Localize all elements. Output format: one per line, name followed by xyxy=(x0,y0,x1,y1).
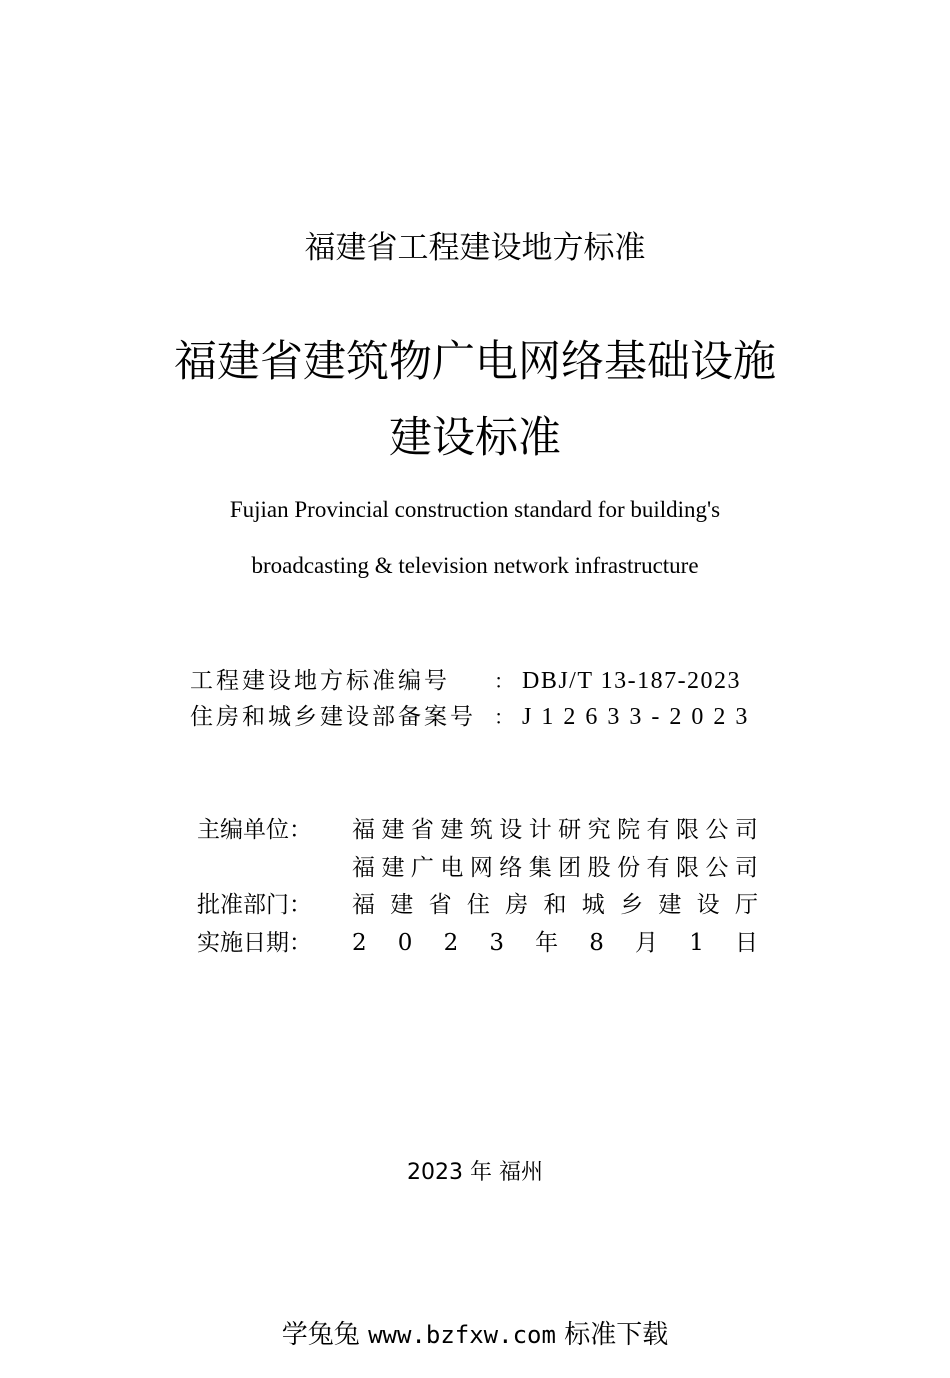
standard-number-label: 工程建设地方标准编号 xyxy=(190,668,450,694)
character: 2 xyxy=(443,930,459,956)
character: 省 xyxy=(410,817,434,843)
character: 建 xyxy=(658,892,682,918)
character: 厅 xyxy=(734,892,758,918)
character: 研 xyxy=(558,817,582,843)
character: 建 xyxy=(381,855,405,881)
character: 建 xyxy=(381,817,405,843)
english-title-line-2: broadcasting & television network infrastructure xyxy=(251,553,699,578)
character: 年 xyxy=(535,930,559,956)
character: 究 xyxy=(587,817,611,843)
approver-label: 批准部门： xyxy=(197,892,312,918)
character: 日 xyxy=(734,930,758,956)
character: 3 xyxy=(489,930,504,956)
character: 0 xyxy=(397,930,413,956)
standard-series: 福建省工程建设地方标准 xyxy=(304,230,646,266)
watermark xyxy=(0,1317,950,1353)
watermark-url[interactable]: www.bzfxw.com xyxy=(368,1321,556,1349)
chief-editor-2 xyxy=(352,853,758,883)
character: 份 xyxy=(617,855,641,881)
watermark-suffix: 标准下载 xyxy=(564,1320,669,1350)
character: 股 xyxy=(587,855,611,881)
character: 月 xyxy=(635,930,659,956)
character: 网 xyxy=(469,855,493,881)
character: 省 xyxy=(428,892,452,918)
character: 限 xyxy=(675,817,699,843)
record-number-value: J12633-2023 xyxy=(522,704,758,730)
character: 建 xyxy=(390,892,414,918)
character: 福 xyxy=(352,892,375,918)
character: 城 xyxy=(581,892,605,918)
chief-editor-label: 主编单位： xyxy=(197,817,312,843)
character: 限 xyxy=(675,855,699,881)
character: 计 xyxy=(528,817,552,843)
character: 电 xyxy=(440,855,464,881)
character: 福 xyxy=(352,817,375,843)
effective-date-label: 实施日期： xyxy=(197,930,312,956)
document-title-line-2: 建设标准 xyxy=(389,413,561,463)
standard-number-value: DBJ/T 13-187-2023 xyxy=(522,668,742,694)
character: 乡 xyxy=(620,892,644,918)
english-title-line-1: Fujian Provincial construction standard for building's xyxy=(229,497,721,522)
character: 有 xyxy=(646,855,670,881)
character: 筑 xyxy=(469,817,493,843)
character: 设 xyxy=(696,892,720,918)
approver-value xyxy=(352,890,758,920)
character: 团 xyxy=(558,855,582,881)
character: 和 xyxy=(543,892,567,918)
watermark-prefix: 学兔兔 xyxy=(281,1320,360,1350)
character: 院 xyxy=(617,817,641,843)
character: 络 xyxy=(499,855,523,881)
character: 建 xyxy=(440,817,464,843)
character: 公 xyxy=(705,817,729,843)
chief-editor-1 xyxy=(352,815,758,845)
character: 设 xyxy=(499,817,523,843)
character: 司 xyxy=(734,817,758,843)
character: 房 xyxy=(505,892,529,918)
character: 司 xyxy=(734,855,758,881)
publication-year-place: 2023 年 福州 xyxy=(407,1160,543,1185)
character: 集 xyxy=(528,855,552,881)
effective-date-value xyxy=(352,928,758,958)
document-title-line-1: 福建省建筑物广电网络基础设施 xyxy=(174,337,776,387)
character: 公 xyxy=(705,855,729,881)
standard-number-colon: ： xyxy=(494,669,514,693)
record-number-colon: ： xyxy=(494,705,514,729)
character: 1 xyxy=(689,930,704,956)
character: 8 xyxy=(589,930,604,956)
record-number-label: 住房和城乡建设部备案号 xyxy=(190,704,476,730)
character: 有 xyxy=(646,817,670,843)
character: 广 xyxy=(410,855,434,881)
character: 福 xyxy=(352,855,375,881)
character: 住 xyxy=(466,892,490,918)
character: 2 xyxy=(352,930,367,956)
